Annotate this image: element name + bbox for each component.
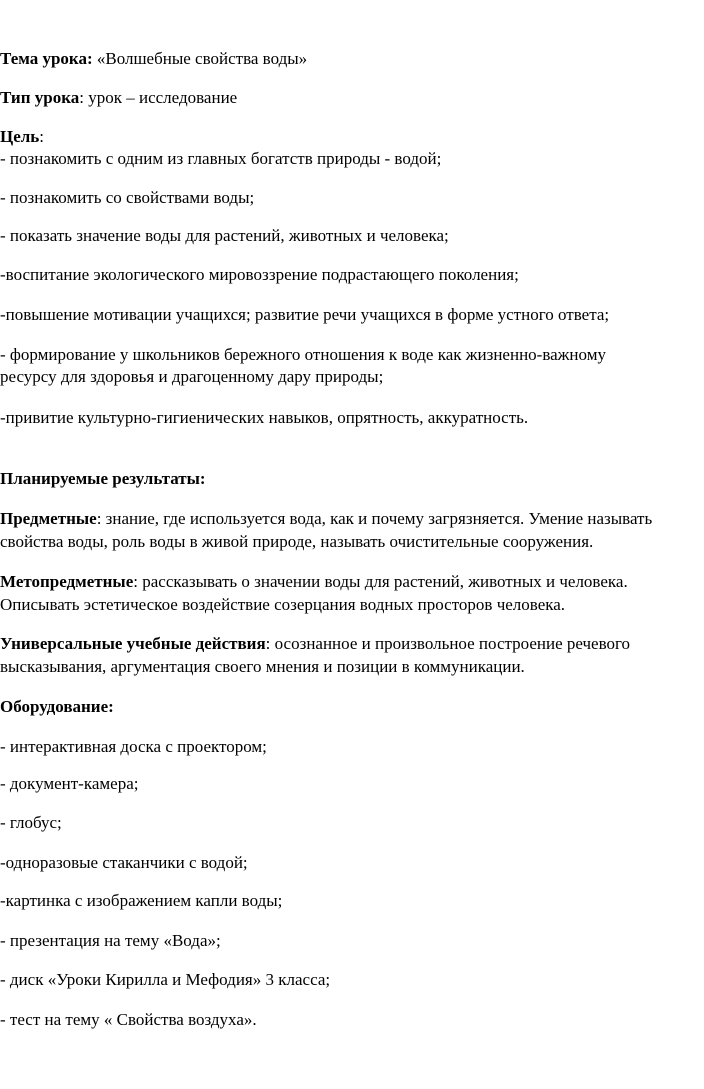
- goal-colon: :: [39, 127, 45, 146]
- meta-results-text: : рассказывать о значении воды для растений, животных и человека.: [133, 572, 628, 591]
- equipment-item: - документ-камера;: [0, 774, 139, 793]
- lesson-topic-value: «Волшебные свойства воды»: [92, 49, 308, 68]
- universal-actions-label: Универсальные учебные действия: [0, 634, 266, 653]
- goal-item: - формирование у школьников бережного отношения к воде как жизненно-важному: [0, 345, 606, 364]
- lesson-type-label: Тип урока: [0, 88, 80, 107]
- lesson-topic-label: Тема урока:: [0, 49, 93, 68]
- goal-item: - познакомить с одним из главных богатств природы - водой;: [0, 149, 442, 168]
- universal-actions-continued: высказывания, аргументация своего мнения и позиции в коммуникации.: [0, 657, 525, 676]
- goal-item: -воспитание экологического мировоззрение подрастающего поколения;: [0, 265, 519, 284]
- equipment-item: -одноразовые стаканчики с водой;: [0, 853, 248, 872]
- goal-item: -повышение мотивации учащихся; развитие речи учащихся в форме устного ответа;: [0, 305, 610, 324]
- equipment-item: -картинка с изображением капли воды;: [0, 891, 283, 910]
- lesson-type: [0, 88, 237, 108]
- goal-item: -привитие культурно-гигиенических навыков, опрятность, аккуратность.: [0, 408, 529, 427]
- equipment-item: - диск «Уроки Кирилла и Мефодия» 3 класса;: [0, 970, 331, 989]
- equipment-item: - интерактивная доска с проектором;: [0, 737, 267, 756]
- equipment-item: - глобус;: [0, 813, 62, 832]
- goal-item: ресурсу для здоровья и драгоценному дару природы;: [0, 367, 384, 386]
- results-heading-text: Планируемые результаты:: [0, 469, 206, 488]
- universal-actions-text: : осознанное и произвольное построение речевого: [265, 634, 631, 653]
- goal-label: Цель: [0, 127, 40, 146]
- meta-results-label: Метопредметные: [0, 572, 134, 591]
- meta-results: [0, 572, 628, 592]
- subject-results-text: : знание, где используется вода, как и почему загрязняется. Умение называть: [96, 509, 653, 528]
- subject-results-label: Предметные: [0, 509, 97, 528]
- equipment-item: - тест на тему « Свойства воздуха».: [0, 1010, 257, 1029]
- lesson-topic: [0, 49, 307, 69]
- meta-results-continued: Описывать эстетическое воздействие созерцания водных просторов человека.: [0, 595, 566, 614]
- subject-results: [0, 509, 652, 529]
- goal-item: - показать значение воды для растений, животных и человека;: [0, 226, 449, 245]
- equipment-heading: [0, 697, 114, 717]
- universal-actions: [0, 634, 630, 654]
- lesson-type-value: : урок – исследование: [79, 88, 238, 107]
- subject-results-continued: свойства воды, роль воды в живой природе, называть очистительные сооружения.: [0, 532, 594, 551]
- equipment-item: - презентация на тему «Вода»;: [0, 931, 221, 950]
- goal-heading: [0, 127, 44, 147]
- goal-item: - познакомить со свойствами воды;: [0, 188, 255, 207]
- results-heading: [0, 469, 206, 489]
- equipment-heading-text: Оборудование:: [0, 697, 114, 716]
